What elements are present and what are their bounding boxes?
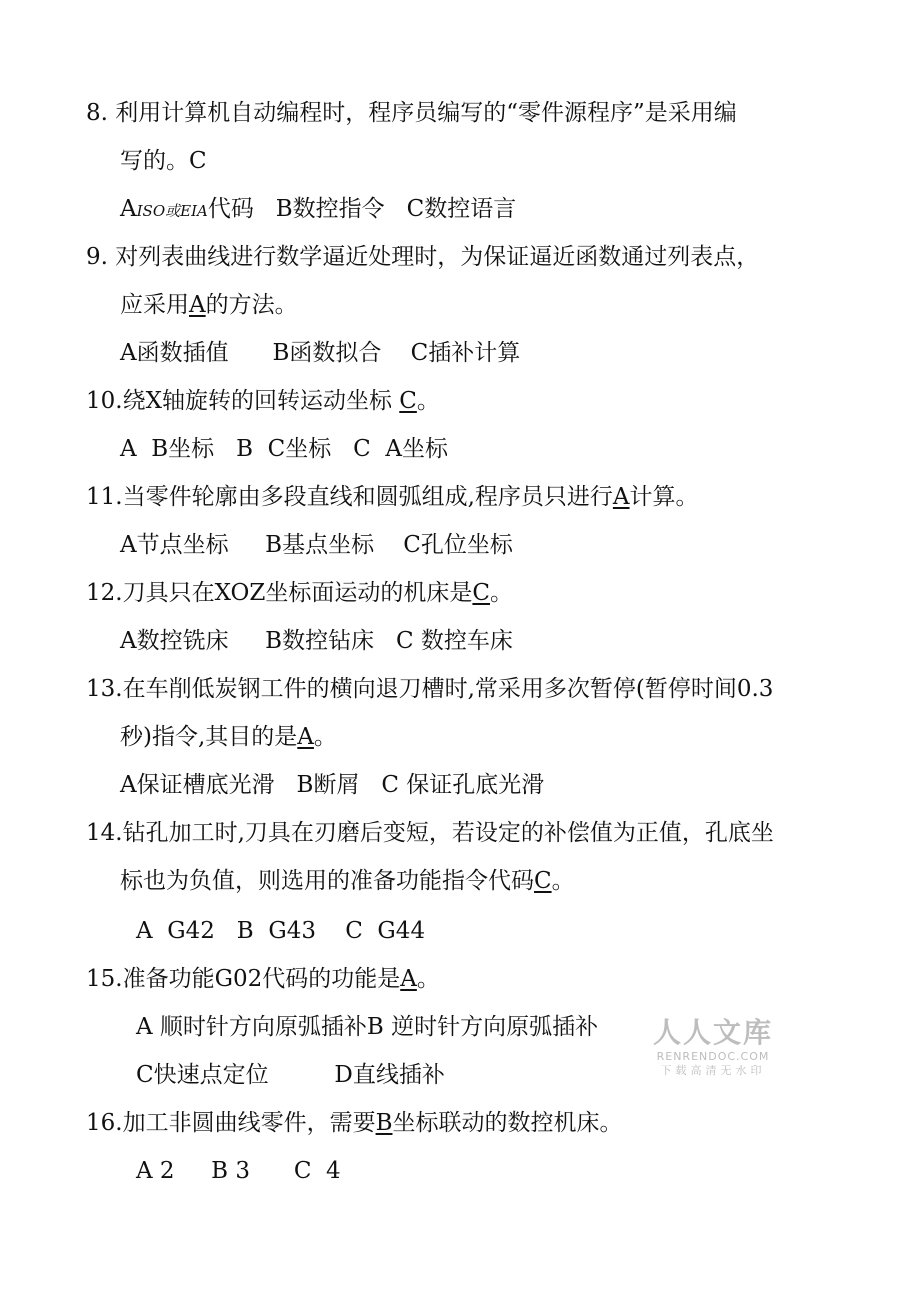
watermark-url: RENRENDOC.COM (656, 1050, 770, 1063)
question-8-stem-cont: 写的。C (120, 148, 207, 174)
watermark-logo (648, 1016, 778, 1078)
question-14-options: A G42 B G43 C G44 (136, 918, 426, 944)
question-13-stem-cont: 秒)指令,其目的是A。 (120, 724, 337, 750)
question-15-stem: 15.准备功能G02代码的功能是A。 (86, 966, 440, 992)
question-12-options: A数控铣床 B数控钻床 C 数控车床 (120, 628, 513, 654)
question-10-stem: 10.绕X轴旋转的回转运动坐标 C。 (86, 388, 440, 414)
answer: B (375, 1110, 393, 1136)
answer: A (612, 484, 630, 510)
answer: A (400, 966, 417, 992)
question-16-options: A 2 B 3 C 4 (136, 1158, 341, 1184)
question-9-stem-cont: 应采用A的方法。 (120, 292, 298, 318)
answer: C (534, 868, 552, 894)
question-10-options: A B坐标 B C坐标 C A坐标 (120, 436, 448, 462)
question-11-options: A节点坐标 B基点坐标 C孔位坐标 (120, 532, 513, 558)
question-14-stem-cont: 标也为负值，则选用的准备功能指令代码C。 (120, 868, 575, 894)
question-13-options: A保证槽底光滑 B断屑 C 保证孔底光滑 (120, 772, 545, 798)
question-15-options-row2: C快速点定位 D直线插补 (136, 1062, 445, 1088)
question-8-stem: 8. 利用计算机自动编程时，程序员编写的“零件源程序”是采用编 (86, 100, 737, 126)
question-12-stem: 12.刀具只在XOZ坐标面运动的机床是C。 (86, 580, 513, 606)
question-8-options: AISO或EIA代码 B数控指令 C数控语言 (120, 196, 517, 222)
question-15-options-row1: A 顺时针方向原弧插补B 逆时针方向原弧插补 (136, 1014, 599, 1040)
question-16-stem: 16.加工非圆曲线零件，需要B坐标联动的数控机床。 (86, 1110, 623, 1136)
watermark-main: 人人文库 (652, 1016, 773, 1049)
question-9-options: A函数插值 B函数拟合 C插补计算 (120, 340, 521, 366)
question-13-stem: 13.在车削低炭钢工件的横向退刀槽时,常采用多次暂停(暂停时间0.3 (86, 676, 774, 702)
watermark-tagline: 下载高清无水印 (660, 1064, 766, 1077)
answer: A (189, 292, 206, 318)
question-11-stem: 11.当零件轮廓由多段直线和圆弧组成,程序员只进行A计算。 (86, 484, 699, 510)
question-9-stem: 9. 对列表曲线进行数学逼近处理时，为保证逼近函数通过列表点， (86, 244, 760, 270)
answer: C (399, 388, 417, 414)
answer: A (297, 724, 314, 750)
answer: C (472, 580, 490, 606)
question-14-stem: 14.钻孔加工时,刀具在刃磨后变短，若设定的补偿值为正值，孔底坐 (86, 820, 774, 846)
